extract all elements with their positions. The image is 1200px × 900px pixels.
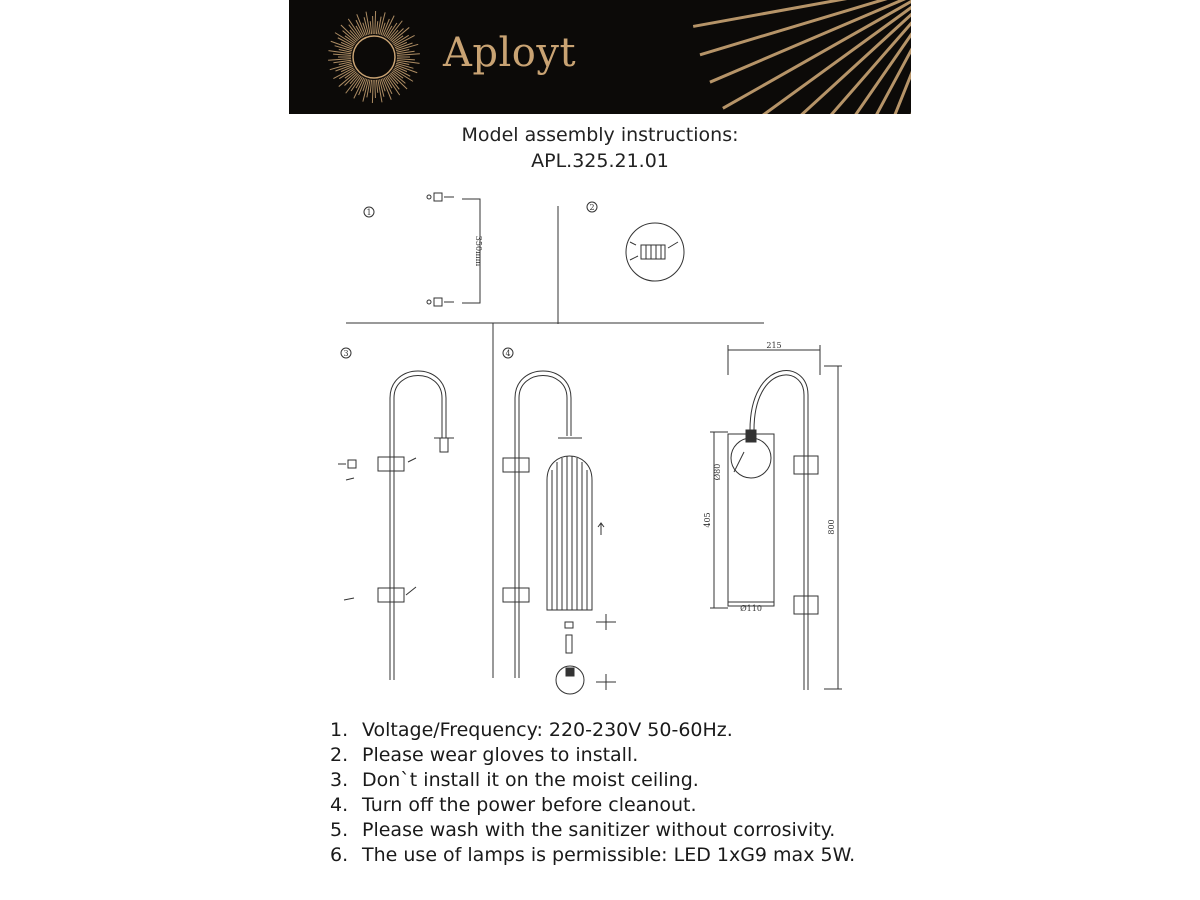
svg-text:1: 1 bbox=[366, 208, 372, 217]
sunburst-ray bbox=[376, 21, 377, 34]
svg-text:405: 405 bbox=[703, 512, 712, 528]
note-item: 3. Don`t install it on the moist ceiling. bbox=[330, 769, 699, 791]
sunburst-ray bbox=[375, 11, 376, 34]
note-item: 6. The use of lamps is permissible: LED 1xG9 max 5W. bbox=[330, 844, 856, 866]
height-dimension bbox=[824, 366, 842, 689]
mounting-bracket-top bbox=[427, 193, 454, 201]
model-number: APL.325.21.01 bbox=[531, 150, 669, 172]
lamp-arm-step4 bbox=[503, 371, 582, 678]
mount-spacing-dimension bbox=[462, 199, 483, 303]
sunburst-ray bbox=[397, 59, 415, 60]
lamp-arm-step3 bbox=[378, 371, 454, 680]
sunburst-ray bbox=[375, 80, 376, 98]
svg-text:350mm: 350mm bbox=[474, 235, 483, 267]
svg-text:800: 800 bbox=[827, 519, 836, 535]
note-item: 5. Please wash with the sanitizer without corrosivity. bbox=[330, 819, 836, 841]
sunburst-ray bbox=[370, 80, 371, 93]
width-dimension bbox=[728, 341, 820, 375]
svg-text:3: 3 bbox=[343, 349, 349, 358]
fluted-glass-shade bbox=[547, 456, 604, 610]
corner-ray bbox=[757, 0, 911, 114]
mounting-bracket-bottom bbox=[427, 298, 454, 306]
corner-ray bbox=[801, 0, 911, 114]
shade-diameter-dimension bbox=[728, 602, 774, 613]
dimensioned-drawing bbox=[728, 371, 818, 690]
note-item: 2. Please wear gloves to install. bbox=[330, 744, 639, 766]
svg-text:Ø110: Ø110 bbox=[740, 604, 762, 613]
sunburst-ray bbox=[328, 59, 351, 61]
brand-banner bbox=[289, 0, 911, 114]
sunburst-ray bbox=[376, 80, 377, 93]
svg-text:215: 215 bbox=[766, 341, 782, 350]
corner-ray bbox=[693, 0, 911, 26]
sunburst-ray bbox=[370, 21, 371, 34]
svg-text:Ø80: Ø80 bbox=[713, 463, 722, 481]
terminal-detail bbox=[626, 223, 684, 281]
shade-height-dimension bbox=[703, 432, 728, 608]
step-label-1 bbox=[364, 207, 374, 217]
sunburst-ray bbox=[333, 54, 351, 55]
screw-detail-step3 bbox=[338, 458, 416, 600]
sunburst-graphic bbox=[289, 0, 911, 114]
step-label-4 bbox=[503, 348, 513, 358]
step-label-2 bbox=[587, 202, 597, 212]
svg-text:2: 2 bbox=[589, 203, 595, 212]
assembly-diagram bbox=[330, 190, 870, 700]
sunburst-ray bbox=[373, 16, 374, 34]
brand-logo-text: Aployt bbox=[443, 30, 577, 76]
sunburst-ray bbox=[397, 54, 420, 56]
step-label-3 bbox=[341, 348, 351, 358]
g9-bulb-assembly bbox=[556, 614, 616, 694]
sunburst-ray bbox=[372, 80, 373, 103]
instructions-title: Model assembly instructions: bbox=[461, 124, 739, 146]
note-item: 4. Turn off the power before cleanout. bbox=[330, 794, 697, 816]
note-item: 1. Voltage/Frequency: 220-230V 50-60Hz. bbox=[330, 719, 733, 741]
safety-notes-list bbox=[330, 718, 855, 868]
svg-text:4: 4 bbox=[505, 349, 511, 358]
